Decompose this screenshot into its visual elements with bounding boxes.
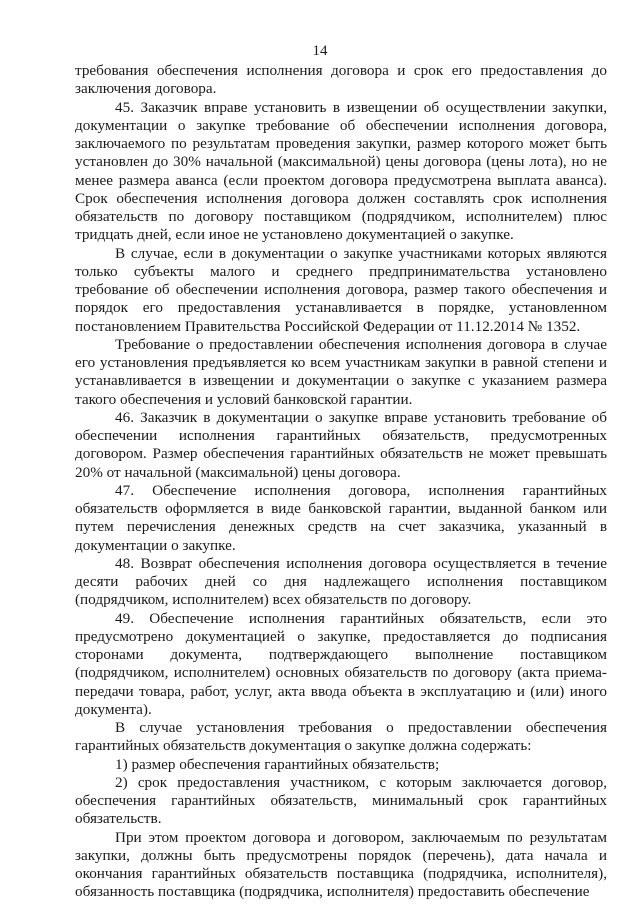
paragraph-45: 45. Заказчик вправе установить в извещении об осуществлении закупки, документации о закупке требование об обеспечении исполнения договора, заключаемого по результатам проведения закупки, размер которого может быть установлен до 30% начальной (максимальной) цены договора (цены лота), но не менее размера аванса (если проектом договора предусмотрена выплата аванса). Срок обеспечения исполнения договора должен составлять срок исполнения обязательств по договору поставщиком (подрядчиком, исполнителем) плюс тридцать дней, если иное не установлено документацией о закупке. bbox=[75, 98, 607, 244]
list-item-1: 1) размер обеспечения гарантийных обязательств; bbox=[115, 755, 440, 773]
paragraph-49-case: В случае установления требования о предоставлении обеспечения гарантийных обязательств документация о закупке должна содержать: bbox=[75, 719, 607, 755]
paragraph-46: 46. Заказчик в документации о закупке вправе установить требование об обеспечении исполнения гарантийных обязательств, предусмотренных договором. Размер обеспечения гарантийных обязательств не может превышать 20% от начальной (максимальной) цены договора. bbox=[75, 408, 607, 481]
paragraph-47: 47. Обеспечение исполнения договора, исполнения гарантийных обязательств оформляется в виде банковской гарантии, выданной банком или путем перечисления денежных средств на счет заказчика, указанный в документации о закупке. bbox=[75, 481, 607, 554]
paragraph-49: 49. Обеспечение исполнения гарантийных обязательств, если это предусмотрено документацией о закупке, предоставляется до подписания сторонами документа, подтверждающего выполнение поставщиком (подрядчиком, исполнителем) основных обязательств по договору (акта приема-передачи товара, работ, услуг, акта ввода объекта в эксплуатацию и (или) иного документа). bbox=[75, 609, 607, 718]
paragraph-final: При этом проектом договора и договором, заключаемым по результатам закупки, должны быть предусмотрены порядок (перечень), дата начала и окончания гарантийных обязательств поставщика (подрядчика, исполнителя), обязанность поставщика (подрядчика, исполнителя) предоставить обеспечение bbox=[75, 828, 607, 901]
document-body bbox=[75, 62, 607, 902]
paragraph-45-requirement: Требование о предоставлении обеспечения исполнения договора в случае его установления предъявляется ко всем участникам закупки в равной степени и устанавливается в извещении и документации о закупке с указанием размера такого обеспечения и условий банковской гарантии. bbox=[75, 335, 607, 408]
paragraph-48: 48. Возврат обеспечения исполнения договора осуществляется в течение десяти рабочих дней со дня надлежащего исполнения поставщиком (подрядчиком, исполнителем) всех обязательств по договору. bbox=[75, 554, 607, 609]
page-number: 14 bbox=[312, 43, 328, 59]
list-item-2: 2) срок предоставления участником, с которым заключается договор, обеспечения гарантийных обязательств, минимальный срок гарантийных обязательств. bbox=[75, 773, 607, 828]
paragraph-45-sme: В случае, если в документации о закупке участниками которых являются только субъекты малого и среднего предпринимательства установлено требование об обеспечении исполнения договора, размер такого обеспечения и порядок его предоставления устанавливается в порядке, установленном постановлением Правительства Российской Федерации от 11.12.2014 № 1352. bbox=[75, 244, 607, 335]
paragraph-continuation: требования обеспечения исполнения договора и срок его предоставления до заключения договора. bbox=[75, 62, 607, 98]
